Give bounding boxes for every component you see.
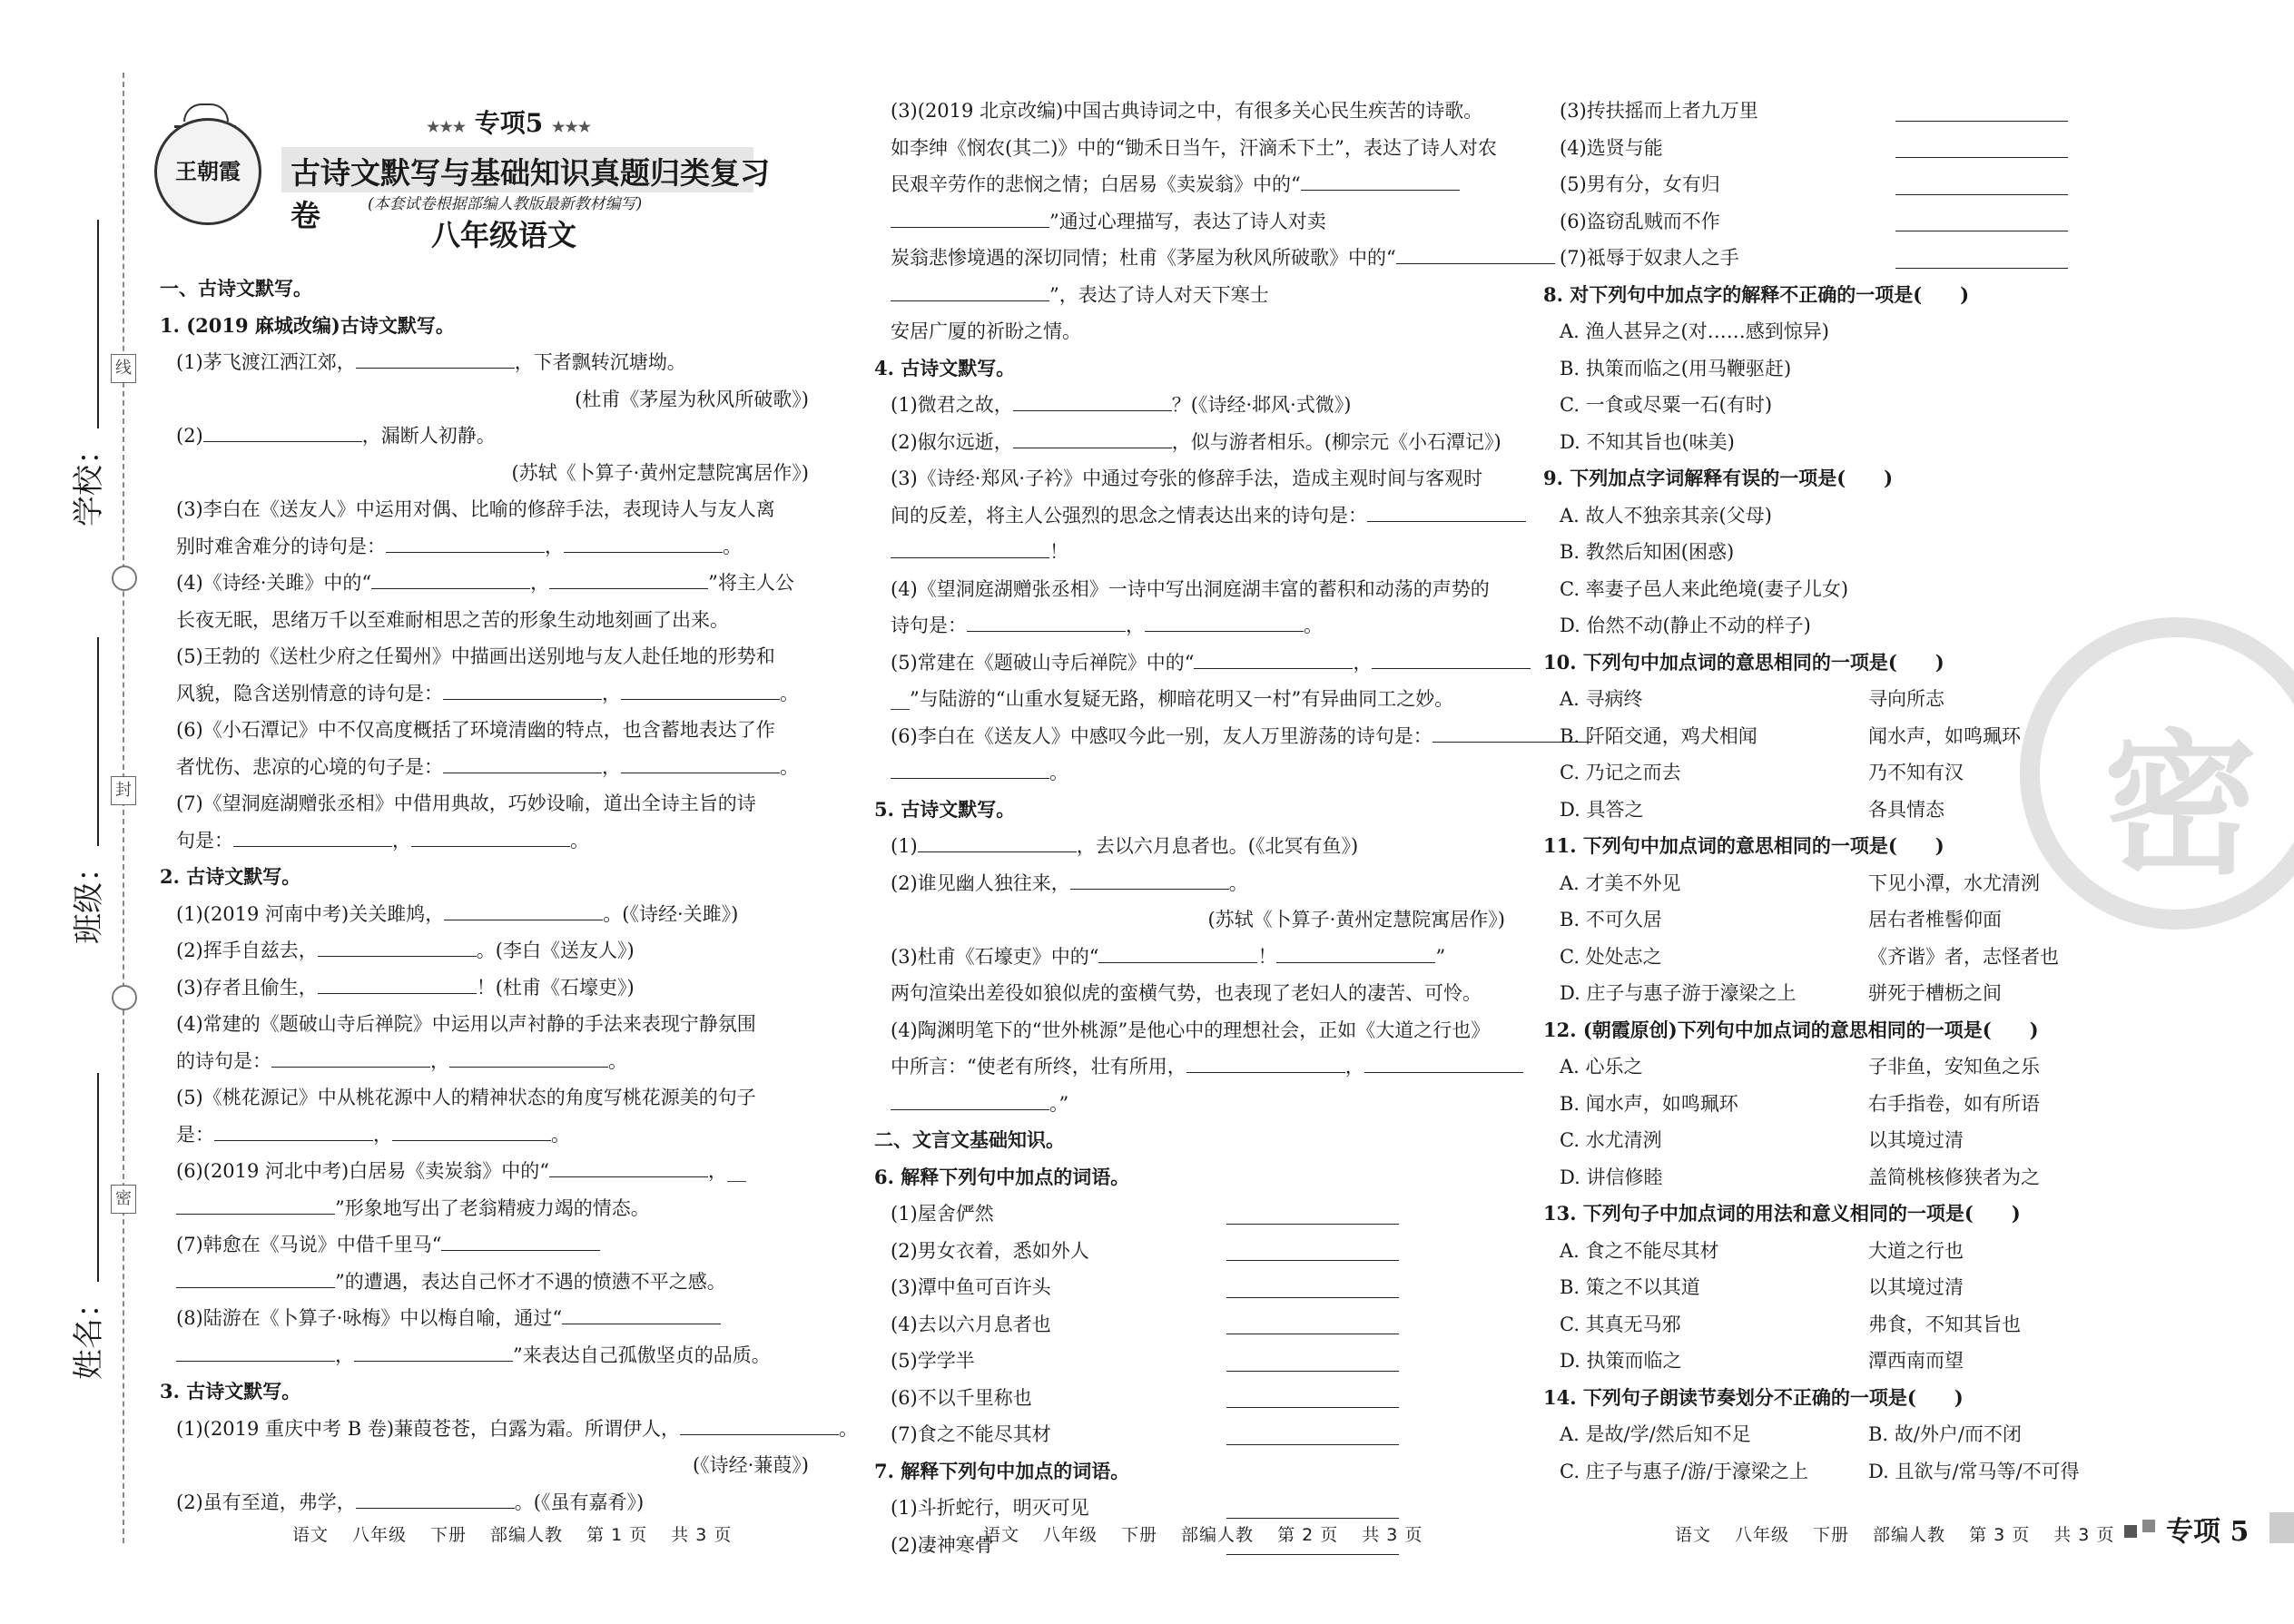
option-row [1543,754,2102,792]
answer-blank[interactable] [203,421,362,442]
answer-blank[interactable] [891,207,1049,228]
option-right: 各具情态 [1868,798,1944,821]
page-footer-3 [1675,1521,2138,1546]
answer-blank[interactable] [176,1267,335,1288]
option-left: A. 寻病终 [1560,688,1643,710]
answer-blank[interactable] [1301,170,1460,191]
question-line: B. 教然后知困(困惑) [1560,541,1735,563]
paper-subtitle: (本套试卷根据部编人教版最新教材编写) [368,195,643,213]
term-text: (1)屋舍俨然 [891,1203,994,1225]
option-row [1543,939,2102,976]
option-right: D. 且欲与/常马等/不可得 [1868,1460,2080,1482]
option-right: 寻向所志 [1868,688,1944,710]
option-right: 《齐谐》者，志怪者也 [1868,945,2059,968]
question-line: ”，表达了诗人对天下寒士 [874,277,1505,314]
question-line: (2)俶尔远逝， ，似与游者相乐。(柳宗元《小石潭记》) [874,424,1505,461]
grade-subject: 八年级语文 [431,218,577,252]
question-line: (6)(2019 河北中考)白居易《卖炭翁》中的“ ，__ [160,1153,809,1190]
term-text: (4)去以六月息者也 [891,1313,1051,1335]
question-line: 者忧伤、悲凉的心境的句子是： ， 。 [160,749,809,786]
answer-blank[interactable] [1098,942,1257,963]
question-line: 句是： ， 。 [160,822,809,860]
question-line [874,1233,1505,1270]
answer-blank[interactable] [1013,428,1172,448]
question-line: 是： ， 。 [160,1117,809,1154]
option-row [1543,1122,2102,1159]
column-2 [874,93,1505,1563]
answer-blank[interactable] [271,1047,430,1068]
option-left: C. 水尤清洌 [1560,1129,1662,1151]
option-row [1543,865,2102,902]
option-right: 骈死于槽枥之间 [1868,982,2002,1004]
answer-blank[interactable] [449,1047,608,1068]
option-left: B. 策之不以其道 [1560,1276,1700,1298]
answer-blank[interactable] [356,1488,515,1509]
option-row [1543,1416,2102,1453]
question-line: 间的反差，将主人公强烈的思念之情表达出来的诗句是： [874,497,1505,535]
footer-item: 共 3 页 [2053,1525,2115,1545]
answer-blank[interactable] [1070,869,1229,890]
question-line: (4)《望洞庭湖赠张丞相》一诗中写出洞庭湖丰富的蓄积和动荡的声势的 [891,577,1490,600]
question-line: (6)李白在《送友人》中感叹今此一别，友人万里游荡的诗句是： [874,718,1505,755]
footer-item: 部编人教 [1181,1525,1255,1545]
question-line: (2) ，漏断人初静。 [160,418,809,455]
question-stem: 14. 下列句子朗读节奏划分不正确的一项是( ) [1543,1385,1964,1409]
option-left: D. 讲信修睦 [1560,1166,1663,1188]
question-stem: 5. 古诗文默写。 [874,797,1016,821]
question-line [874,1269,1505,1306]
question-line: (7)《望洞庭湖赠张丞相》中借用典故，巧妙设喻，道出全诗主旨的诗 [176,792,756,814]
question-stem: 9. 下列加点字词解释有误的一项是( ) [1543,467,1894,489]
answer-blank[interactable] [967,611,1126,632]
answer-blank[interactable] [621,753,780,773]
question-line: D. 佁然不动(静止不动的样子) [1560,615,1811,636]
cut-line [123,73,124,1543]
question-line: (6)《小石潭记》中不仅高度概括了环境清幽的特点，也含蓄地表达了作 [176,719,775,741]
footer-item: 八年级 [1043,1525,1098,1545]
question-stem: 11. 下列句中加点词的意思相同的一项是( ) [1543,834,1944,857]
answer-blank[interactable] [562,1304,721,1324]
option-row [1543,718,2102,755]
question-line: (5)王勃的《送杜少府之任蜀州》中描画出送别地与友人赴任地的形势和 [176,645,775,667]
answer-blank[interactable] [1895,174,2068,195]
option-row [1543,1086,2102,1123]
option-left: D. 具答之 [1560,798,1644,821]
answer-blank[interactable] [318,936,477,957]
question-line: (3)李白在《送友人》中运用对偶、比喻的修辞手法，表现诗人与友人离 [176,498,775,520]
answer-blank[interactable] [443,679,602,700]
binding-mark-secret: 密 [111,1185,136,1214]
name-field[interactable]: 姓名： [64,1073,108,1380]
option-row [1543,1233,2102,1270]
binding-margin [0,0,145,1624]
answer-blank[interactable] [621,679,780,700]
question-line: (1) ，去以六月息者也。(《北冥有鱼》) [874,828,1505,865]
question-line: (1)微君之故， ？(《诗经·邶风·式微》) [874,387,1505,424]
answer-blank[interactable] [1895,101,2068,122]
footer-item: 八年级 [1735,1525,1790,1545]
answer-blank[interactable] [1226,1424,1399,1445]
answer-blank[interactable] [891,1089,1049,1110]
option-left: C. 处处志之 [1560,945,1662,968]
answer-blank[interactable] [176,1194,335,1215]
option-left: B. 不可久居 [1560,909,1662,930]
question-line: ， ”来表达自己孤傲坚贞的品质。 [160,1337,809,1374]
question-line: 如李绅《悯农(其二)》中的“锄禾日当午，汗滴禾下土”，表达了诗人对农 [891,136,1497,159]
question-line: 的诗句是： ， 。 [160,1043,809,1080]
question-line: 安居广厦的祈盼之情。 [891,320,1081,342]
option-right: 潭西南而望 [1868,1350,1964,1372]
question-line: (8)陆游在《卜算子·咏梅》中以梅自喻，通过“ [160,1300,809,1337]
option-row [1543,975,2102,1012]
question-stem: 2. 古诗文默写。 [160,865,301,888]
footer-item: 下册 [1121,1525,1158,1545]
question-line: (1)(2019 重庆中考 B 卷)蒹葭苍苍，白露为霜。所谓伊人， 。 [160,1411,809,1448]
series-label: ★★★ 专项5 ★★★ [427,108,592,138]
footer-item: 共 3 页 [1362,1525,1423,1545]
answer-blank[interactable] [354,1341,513,1362]
section-heading: 二、文言文基础知识。 [874,1129,1065,1151]
answer-blank[interactable] [1226,1387,1399,1408]
option-row [1543,901,2102,939]
question-line: ”通过心理描写，表达了诗人对卖 [874,203,1505,241]
option-left: B. 阡陌交通，鸡犬相闻 [1560,724,1757,747]
term-text: (6)盗窃乱贼而不作 [1560,210,1720,232]
option-right: 盖简桃核修狭者为之 [1868,1166,2040,1188]
question-line: 民艰辛劳作的悲悯之情；白居易《卖炭翁》中的“ [874,166,1505,203]
question-line: A. 渔人甚异之(对……感到惊异) [1560,320,1829,342]
answer-blank[interactable] [356,348,515,369]
answer-blank[interactable] [1372,648,1531,669]
question-line: (5)《桃花源记》中从桃花源中人的精神状态的角度写桃花源美的句子 [176,1087,756,1108]
answer-blank[interactable] [1276,942,1435,963]
question-line: (2)谁见幽人独往来， 。 [874,865,1505,902]
question-line: B. 执策而临之(用马鞭驱赶) [1560,357,1792,379]
binding-mark-line: 线 [111,354,136,383]
footer-item: 部编人教 [490,1525,564,1545]
answer-blank[interactable] [1226,1498,1399,1519]
page-footer-2 [983,1521,1446,1546]
column-1 [160,271,859,1521]
footer-item: 部编人教 [1873,1525,1946,1545]
answer-blank[interactable] [233,826,392,847]
answer-blank[interactable] [371,568,530,589]
question-line [1543,240,2102,277]
footer-item: 下册 [1813,1525,1850,1545]
question-line: (2)虽有至道，弗学， 。(《虽有嘉肴》) [160,1484,809,1521]
question-line: ”形象地写出了老翁精疲力竭的情态。 [160,1190,809,1227]
question-line: (3)《诗经·郑风·子衿》中通过夸张的修辞手法，造成主观时间与客观时 [891,468,1483,489]
answer-blank[interactable] [176,1341,335,1362]
term-text: (5)学学半 [891,1350,975,1372]
answer-blank[interactable] [1895,211,2068,231]
option-right: 闻水声，如鸣珮环 [1868,724,2021,747]
term-text: (3)抟扶摇而上者九万里 [1560,100,1758,122]
option-left: B. 闻水声，如鸣珮环 [1560,1092,1738,1115]
option-left: C. 庄子与惠子/游/于濠梁之上 [1560,1460,1808,1482]
answer-blank[interactable] [443,753,602,773]
answer-blank[interactable] [1194,648,1353,669]
question-stem: 12. (朝霞原创)下列句中加点词的意思相同的一项是( ) [1543,1018,2039,1041]
question-stem: 1. (2019 麻城改编)古诗文默写。 [160,313,455,337]
question-line: (4)常建的《题破山寺后禅院》中运用以声衬静的手法来表现宁静氛围 [176,1013,756,1035]
school-field[interactable]: 学校： [64,220,108,527]
question-line: C. 一食或尽粟一石(有时) [1560,394,1773,416]
question-line [1543,93,2102,130]
section-heading: 一、古诗文默写。 [160,278,312,300]
question-line: 两句渲染出差役如狼似虎的蛮横气势，也表现了老妇人的凄苦、可怜。 [891,982,1482,1004]
option-right: 居右者椎髻仰面 [1868,909,2002,930]
question-line: (4)《诗经·关雎》中的“ ， ”将主人公 [160,565,809,602]
option-left: A. 食之不能尽其材 [1560,1239,1719,1262]
question-line: (7)韩愈在《马说》中借千里马“ [160,1226,809,1264]
option-right: B. 故/外户/而不闭 [1868,1423,2022,1445]
answer-blank[interactable] [392,1120,551,1141]
option-row [1543,1269,2102,1306]
answer-blank[interactable] [411,826,570,847]
answer-blank[interactable] [1895,137,2068,158]
answer-blank[interactable] [1226,1204,1399,1225]
answer-blank[interactable] [386,532,545,553]
answer-blank[interactable] [549,1156,708,1177]
answer-blank[interactable] [1226,1277,1399,1298]
question-stem: 7. 解释下列句中加点的词语。 [874,1459,1130,1482]
answer-blank[interactable] [564,532,723,553]
question-line: (3)(2019 北京改编)中国古典诗词之中，有很多关心民生疾苦的诗歌。 [891,100,1483,122]
question-line: (1)茅飞渡江洒江郊， ，下者飘转沉塘坳。 [160,344,809,381]
question-stem: 8. 对下列句中加点字的解释不正确的一项是( ) [1543,282,1970,306]
question-line: 中所言：“使老有所终，壮有所用， ， [874,1048,1505,1086]
term-text: (2)男女衣着，悉如外人 [891,1239,1089,1262]
option-row [1543,1159,2102,1196]
question-line [874,1196,1505,1233]
footer-item: 语文 [1675,1525,1712,1545]
answer-blank[interactable] [1396,243,1555,264]
question-line [874,1343,1505,1380]
question-stem: 6. 解释下列句中加点的词语。 [874,1165,1130,1188]
question-line: (杜甫《茅屋为秋风所破歌》) [575,388,809,410]
option-right: 右手指卷，如有所语 [1868,1092,2040,1115]
answer-blank[interactable] [1226,1314,1399,1334]
question-stem: 3. 古诗文默写。 [160,1380,301,1403]
question-line: 长夜无眠，思绪万千以至难耐相思之苦的形象生动地刻画了出来。 [176,608,729,631]
answer-blank[interactable] [891,281,1049,301]
option-left: A. 是故/学/然后知不足 [1560,1423,1751,1445]
series-tag: 专项 5 [2124,1507,2294,1547]
answer-blank[interactable] [1226,1240,1399,1261]
footer-item: 语文 [983,1525,1020,1545]
answer-blank[interactable] [549,568,708,589]
option-left: D. 庄子与惠子游于濠梁之上 [1560,982,1797,1004]
option-right: 乃不知有汉 [1868,762,1964,783]
paper-title: 古诗文默写与基础知识真题归类复习卷 [290,155,770,233]
term-text: (7)祗辱于奴隶人之手 [1560,247,1739,269]
footer-item: 八年级 [352,1525,408,1545]
option-row [1543,1453,2102,1491]
question-line: 别时难舍难分的诗句是： ， 。 [160,528,809,566]
question-line [1543,203,2102,241]
option-right: 大道之行也 [1868,1239,1964,1262]
term-text: (6)不以千里称也 [891,1386,1032,1409]
answer-blank[interactable] [1364,1052,1523,1073]
option-left: D. 执策而临之 [1560,1350,1682,1372]
option-right: 以其境过清 [1868,1129,1964,1151]
question-line: __”与陆游的“山重水复疑无路，柳暗花明又一村”有异曲同工之妙。 [891,688,1454,710]
answer-blank[interactable] [318,973,477,994]
question-line [874,1306,1505,1343]
question-line: 。” [874,1086,1505,1123]
option-left: A. 心乐之 [1560,1056,1643,1078]
question-line: (《诗经·蒹葭》) [692,1454,809,1476]
question-line: 。 [874,754,1505,792]
binding-mark-seal: 封 [111,776,136,805]
question-line: (2)挥手自兹去， 。(李白《送友人》) [160,932,809,969]
answer-blank[interactable] [1367,501,1526,522]
term-text: (3)潭中鱼可百许头 [891,1276,1051,1298]
question-line: C. 率妻子邑人来此绝境(妻子儿女) [1560,577,1849,600]
question-line [1543,130,2102,167]
class-field[interactable]: 班级： [64,637,108,944]
option-row [1543,1306,2102,1343]
option-right: 下见小潭，水尤清洌 [1868,871,2040,894]
watermark-seal: 密 [2020,617,2294,930]
question-line: (苏轼《卜算子·黄州定慧院寓居作》) [1207,909,1505,930]
option-left: C. 其真无马邪 [1560,1313,1681,1335]
question-stem: 10. 下列句中加点词的意思相同的一项是( ) [1543,650,1944,674]
question-line: D. 不知其旨也(味美) [1560,430,1735,453]
answer-blank[interactable] [1895,248,2068,269]
option-left: A. 才美不外见 [1560,871,1681,894]
term-text: (4)选贤与能 [1560,136,1663,159]
question-line: 炭翁悲惨境遇的深切同情；杜甫《茅屋为秋风所破歌》中的“ [874,240,1505,277]
paper-header [154,100,790,254]
answer-blank[interactable] [1145,611,1304,632]
question-line: 诗句是： ， 。 [874,607,1505,645]
question-line: ”的遭遇，表达自己怀才不遇的愤懑不平之感。 [160,1264,809,1301]
option-right: 子非鱼，安知鱼之乐 [1868,1056,2040,1078]
binding-hole [112,985,137,1010]
option-left: C. 乃记之而去 [1560,762,1681,783]
question-stem: 13. 下列句子中加点词的用法和意义相同的一项是( ) [1543,1202,2021,1225]
answer-blank[interactable] [918,832,1077,852]
question-line: A. 故人不独亲其亲(父母) [1560,504,1772,527]
answer-blank[interactable] [680,1414,839,1435]
question-line [874,1416,1505,1453]
option-right: 以其境过清 [1868,1276,1964,1298]
footer-item: 共 3 页 [671,1525,733,1545]
footer-item: 第 3 页 [1969,1525,2031,1545]
question-line: (苏轼《卜算子·黄州定慧院寓居作》) [511,461,809,484]
answer-blank[interactable] [444,900,603,920]
answer-blank[interactable] [891,758,1049,779]
question-line: (1)(2019 河南中考)关关雎鸠， 。(《诗经·关雎》) [160,896,809,933]
question-line: (4)陶渊明笔下的“世外桃源”是他心中的理想社会，正如《大道之行也》 [891,1019,1491,1041]
question-line: (3)杜甫《石壕吏》中的“ ！ ” [874,939,1505,976]
binding-hole [112,566,137,591]
footer-item: 第 1 页 [586,1525,648,1545]
option-row [1543,1048,2102,1086]
question-line [874,1380,1505,1417]
term-text: (7)食之不能尽其材 [891,1423,1051,1445]
question-line [1543,166,2102,203]
answer-blank[interactable] [441,1230,600,1251]
page-footer-1 [292,1521,755,1546]
footer-item: 第 2 页 [1277,1525,1339,1545]
question-stem: 4. 古诗文默写。 [874,356,1016,379]
question-line: 风貌，隐含送别情意的诗句是： ， 。 [160,675,809,713]
footer-item: 语文 [292,1525,330,1545]
option-row [1543,792,2102,829]
answer-blank[interactable] [1226,1351,1399,1372]
answer-blank[interactable] [1013,390,1172,411]
footer-item: 下册 [430,1525,468,1545]
question-line: (5)常建在《题破山寺后禅院》中的“ ， [874,645,1505,682]
question-line: (3)存者且偷生， ！(杜甫《石壕吏》) [160,969,809,1007]
answer-blank[interactable] [214,1120,373,1141]
answer-blank[interactable] [1186,1052,1345,1073]
question-line: ！ [874,534,1505,571]
answer-blank[interactable] [891,537,1049,558]
column-3 [1543,93,2102,1490]
option-row [1543,681,2102,718]
brand-logo: 王朝霞 [154,118,261,225]
term-text: (5)男有分，女有归 [1560,173,1720,195]
term-text: (2)凄神寒骨 [891,1533,994,1556]
option-row [1543,1343,2102,1380]
option-right: 弗食，不知其旨也 [1868,1313,2021,1335]
term-text: (1)斗折蛇行，明灭可见 [891,1497,1089,1519]
